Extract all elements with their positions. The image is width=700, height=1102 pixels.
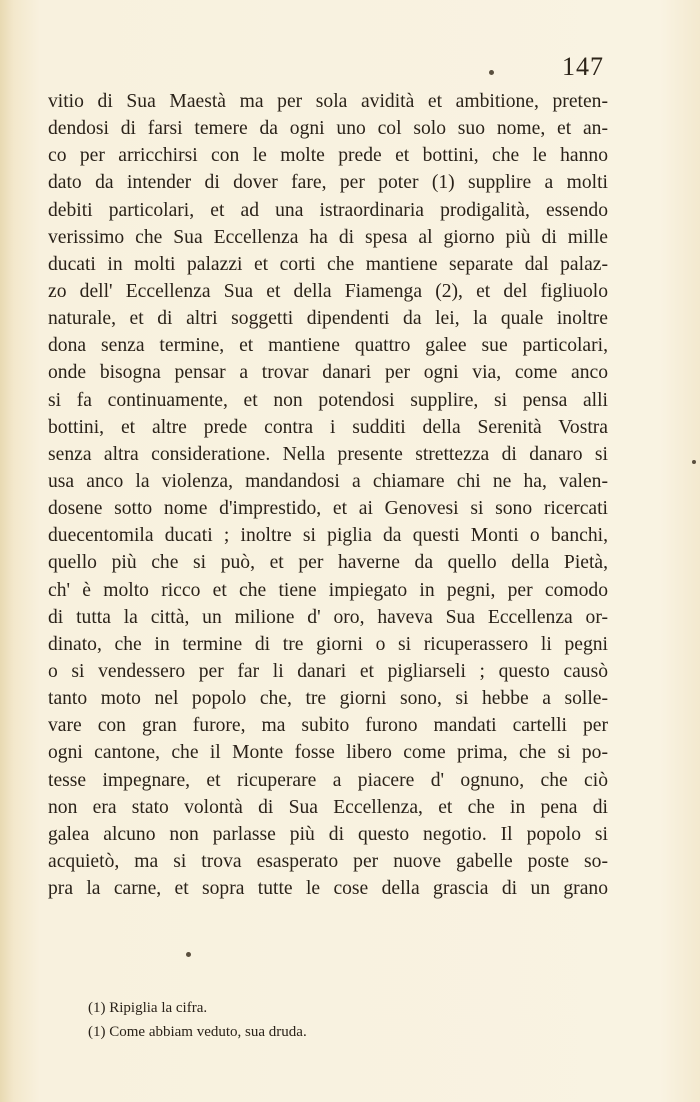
text-line: di tutta la città, un milione d' oro, haveva Sua Eccellenza or- — [48, 606, 608, 628]
text-line: ch' è molto ricco et che tiene impiegato in pegni, per comodo — [48, 579, 608, 601]
text-line: si fa continuamente, et non potendosi supplire, si pensa alli — [48, 389, 608, 411]
text-line: dato da intender di dover fare, per poter (1) supplire a molti — [48, 172, 608, 194]
ink-speck — [186, 952, 191, 957]
text-line: ogni cantone, che il Monte fosse libero come prima, che si po- — [48, 742, 608, 764]
text-line: o si vendessero per far li danari et pigliarseli ; questo causò — [48, 660, 608, 682]
text-line: dona senza termine, et mantiene quattro galee sue particolari, — [48, 335, 608, 357]
text-line: usa anco la violenza, mandandosi a chiamare chi ne ha, valen- — [48, 470, 608, 492]
text-line: verissimo che Sua Eccellenza ha di spesa al giorno più di mille — [48, 226, 608, 248]
text-line: co per arricchirsi con le molte prede et bottini, che le hanno — [48, 145, 608, 167]
text-line: galea alcuno non parlasse più di questo negotio. Il popolo si — [48, 823, 608, 845]
text-line: acquietò, ma si trova esasperato per nuove gabelle poste so- — [48, 850, 608, 872]
text-line: duecentomila ducati ; inoltre si piglia da questi Monti o banchi, — [48, 525, 608, 547]
body-text — [48, 88, 608, 902]
text-line: dendosi di farsi temere da ogni uno col solo suo nome, et an- — [48, 118, 608, 140]
text-line: tesse impegnare, et ricuperare a piacere d' ognuno, che ciò — [48, 769, 608, 791]
footnotes — [88, 996, 588, 1044]
text-line: onde bisogna pensar a trovar danari per ogni via, come anco — [48, 362, 608, 384]
text-line: tanto moto nel popolo che, tre giorni sono, si hebbe a solle- — [48, 688, 608, 710]
text-line: dinato, che in termine di tre giorni o si ricuperassero li pegni — [48, 633, 608, 655]
text-line: non era stato volontà di Sua Eccellenza, et che in pena di — [48, 796, 608, 818]
page-number: 147 — [562, 52, 604, 81]
footnote: (1) Ripiglia la cifra. — [88, 1000, 208, 1016]
ink-speck — [489, 70, 494, 75]
footnote: (1) Come abbiam veduto, sua druda. — [88, 1024, 307, 1040]
text-line: quello più che si può, et per haverne da quello della Pietà, — [48, 552, 608, 574]
text-line: vare con gran furore, ma subito furono mandati cartelli per — [48, 715, 608, 737]
text-line: bottini, et altre prede contra i sudditi della Serenità Vostra — [48, 416, 608, 438]
text-line: ducati in molti palazzi et corti che mantiene separate dal palaz- — [48, 253, 608, 275]
text-line: naturale, et di altri soggetti dipendenti da lei, la quale inoltre — [48, 308, 608, 330]
text-line: zo dell' Eccellenza Sua et della Fiamenga (2), et del figliuolo — [48, 280, 608, 302]
ink-speck — [692, 460, 696, 464]
text-line: pra la carne, et sopra tutte le cose della grascia di un grano — [48, 878, 608, 900]
text-line: vitio di Sua Maestà ma per sola avidità et ambitione, preten- — [48, 91, 608, 112]
text-line: senza altra consideratione. Nella presente strettezza di danaro si — [48, 443, 608, 465]
text-line: debiti particolari, et ad una istraordinaria prodigalità, essendo — [48, 199, 608, 221]
text-line: dosene sotto nome d'imprestido, et ai Genovesi si sono ricercati — [48, 498, 608, 520]
